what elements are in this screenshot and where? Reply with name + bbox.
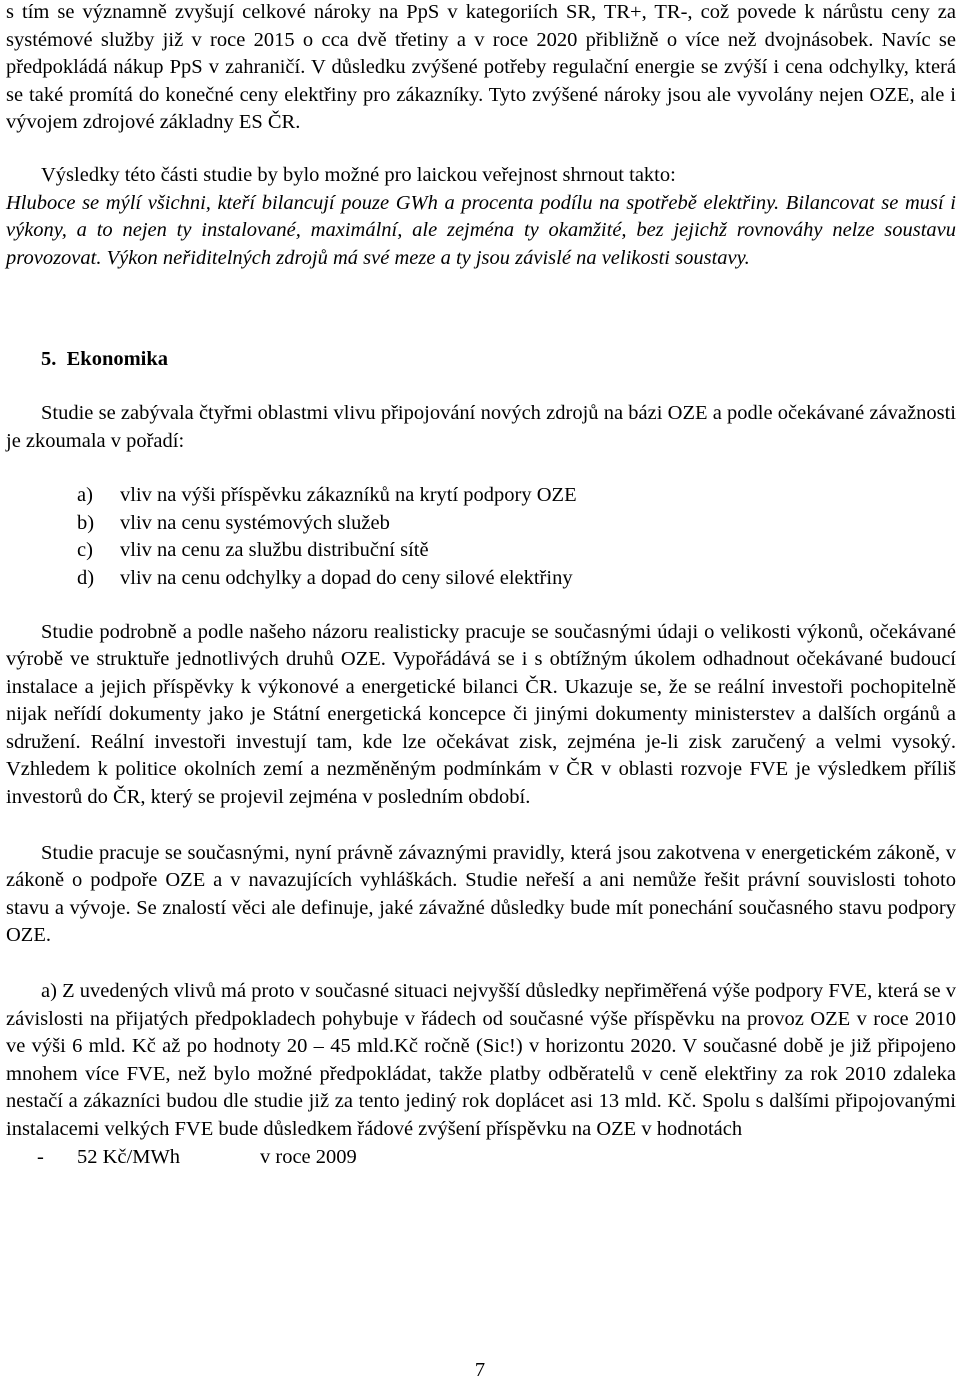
section-number: 5. [41, 348, 57, 371]
summary-paragraph [6, 162, 956, 272]
list-item-text: vliv na výši příspěvku zákazníků na krytí podpory OZE [120, 484, 577, 507]
list-item-label: b) [77, 511, 95, 534]
list-item-text: vliv na cenu odchylky a dopad do ceny silové elektřiny [120, 566, 573, 589]
realistic-paragraph: Studie podrobně a podle našeho názoru realisticky pracuje se současnými údaji o velikosti výkonů, očekávané výrobě ve struktuře jednotlivých druhů OZE. Vypořádává se i s obtížným úkolem odhadnout očekávané budoucí instalace a jejich příspěvky k výkonové a energetické bilanci ČR. Ukazuje se, že se reální investoři pochopitelně nijak neřídí dokumenty jako je Státní energetická koncepce či jinými dokumenty ministerstev a dalších orgánů a sdružení. Reální investoři investují tam, kde lze očekávat zisk, zejména je-li zisk zaručený a velmi vysoký. Vzhledem k politice okolních zemí a nezměněným podmínkám v ČR v oblasti rozvoje FVE je výsledkem příliš investorů do ČR, který se projevil zejména v posledním období. [6, 620, 956, 809]
list-item [77, 510, 956, 538]
list-item-text: vliv na cenu za službu distribuční sítě [120, 539, 429, 562]
dash-list-item [6, 1144, 956, 1172]
page-number: 7 [474, 1359, 486, 1381]
list-item-label: d) [77, 566, 95, 589]
point-a-paragraph: a) Z uvedených vlivů má proto v současné situaci nejvyšší důsledky nepřiměřená výše podpory FVE, která se v závislosti na přijatých předpokladech pohybuje v řádech od současné výše příspěvku na provoz OZE v roce 2010 ve výši 6 mld. Kč až po hodnoty 20 – 45 mld.Kč ročně (Sic!) v horizontu 2020. V současné době je již připojeno mnohem více FVE, než bylo možné předpokládat, takže platby odběratelů v ceně elektřiny za rok 2010 zdaleka nestačí a zákazníci budou dle studie již za tento jediný rok doplácet asi 13 mld. Kč. Spolu s dalšími připojovanými instalacemi velkých FVE bude důsledkem řádové zvýšení příspěvku na OZE v hodnotách [6, 980, 956, 1140]
summary-lead: Výsledky této části studie by bylo možné pro laickou veřejnost shrnout takto: [41, 163, 676, 186]
ekonomika-intro: Studie se zabývala čtyřmi oblastmi vlivu připojování nových zdrojů na bázi OZE a podle očekávané závažnosti je zkoumala v pořadí: [6, 401, 956, 452]
list-item-text: vliv na cenu systémových služeb [120, 511, 390, 534]
summary-block [6, 162, 956, 272]
legal-paragraph: Studie pracuje se současnými, nyní právně závaznými pravidly, která jsou zakotvena v energetickém zákoně, v zákoně o podpoře OZE a v navazujících vyhláškách. Studie neřeší a ani nemůže řešit právní souvislosti tohoto stavu a vývoje. Se znalostí věci ale definuje, jaké závažné důsledky bude mít ponechání současného stavu podpory OZE. [6, 841, 956, 947]
summary-highlight: Hluboce se mýlí všichni, kteří bilancují pouze GWh a procenta podílu na spotřebě elektřiny. Bilancovat se musí i výkony, a to nejen ty instalované, maximální, ale zejména ty okamžité, bez jejichž rovnováhy nelze soustavu provozovat. Výkon neřiditelných zdrojů má své meze a ty jsou závislé na velikosti soustavy. [6, 191, 956, 269]
areas-list [6, 482, 956, 592]
section-heading [41, 346, 956, 374]
list-item [77, 482, 956, 510]
dash-period: v roce 2009 [260, 1145, 357, 1168]
intro-paragraph: s tím se významně zvyšují celkové nároky na PpS v kategoriích SR, TR+, TR-, což povede k nárůstu ceny za systémové služby již v roce 2015 o cca dvě třetiny a v roce 2020 přibližně o více než dvojnásobek. Navíc se předpokládá nákup PpS v zahraničí. V důsledku zvýšené potřeby regulační energie se zvýší i cena odchylky, která se také promítá do konečné ceny elektřiny pro zákazníky. Tyto zvýšené nároky jsou ale vyvolány nejen OZE, ale i vývojem zdrojové základny ES ČR. [6, 1, 956, 134]
dash-marker: - [37, 1145, 44, 1168]
list-item-label: c) [77, 539, 93, 562]
list-item [77, 565, 956, 593]
document-page [6, 0, 956, 1171]
list-item [77, 537, 956, 565]
section-title: Ekonomika [66, 348, 169, 371]
list-item-label: a) [77, 484, 93, 507]
dash-value: 52 Kč/MWh [77, 1145, 181, 1168]
